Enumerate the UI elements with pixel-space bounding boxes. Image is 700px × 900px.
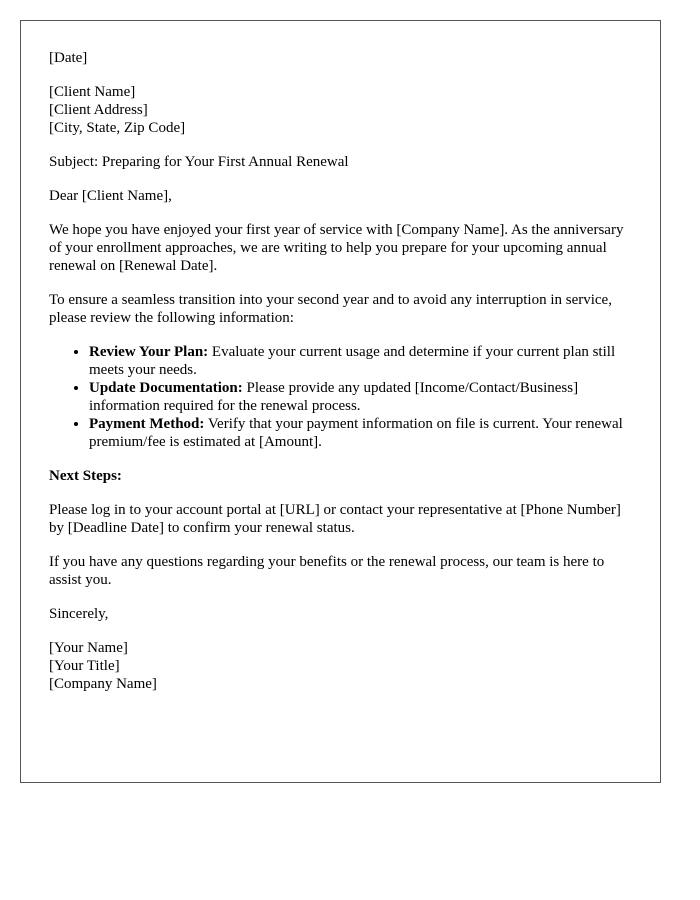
next-steps-heading-text: Next Steps: (49, 468, 122, 484)
questions-paragraph: If you have any questions regarding your benefits or the renewal process, our team is here to assist you. (49, 554, 605, 588)
salutation: Dear [Client Name], (49, 188, 172, 204)
signature-block (49, 639, 632, 693)
recipient-city: [City, State, Zip Code] (49, 120, 186, 136)
closing: Sincerely, (49, 606, 109, 622)
list-item (89, 415, 632, 451)
item-text: Verify that your payment information on file is current. Your renewal premium/fee is estimated at [Amount]. (89, 416, 623, 450)
signature-name: [Your Name] (49, 640, 128, 656)
signature-company: [Company Name] (49, 676, 157, 692)
item-title: Payment Method: (89, 416, 205, 432)
recipient-name: [Client Name] (49, 84, 136, 100)
letter (20, 20, 661, 783)
item-title: Update Documentation: (89, 380, 243, 396)
checklist (49, 343, 632, 451)
list-item (89, 379, 632, 415)
item-text: Evaluate your current usage and determine if your current plan still meets your needs. (89, 344, 616, 378)
signature-title: [Your Title] (49, 658, 120, 674)
next-steps-heading (49, 467, 632, 485)
date: [Date] (49, 50, 88, 66)
item-title: Review Your Plan: (89, 344, 209, 360)
next-steps-paragraph: Please log in to your account portal at [URL] or contact your representative at [Phone Number] by [Deadline Date] to confirm your renewal status. (49, 502, 621, 536)
recipient-address: [Client Address] (49, 102, 148, 118)
intro-paragraph: We hope you have enjoyed your first year of service with [Company Name]. As the anniversary of your enrollment approaches, we are writing to help you prepare for your upcoming annual renewal on [Renewal Date]. (49, 222, 624, 274)
recipient-block (49, 83, 632, 137)
list-item (89, 343, 632, 379)
lead-in-paragraph: To ensure a seamless transition into your second year and to avoid any interruption in service, please review the following information: (49, 292, 612, 326)
subject: Subject: Preparing for Your First Annual Renewal (49, 154, 349, 170)
item-text: Please provide any updated [Income/Contact/Business] information required for the renewal process. (89, 380, 579, 414)
